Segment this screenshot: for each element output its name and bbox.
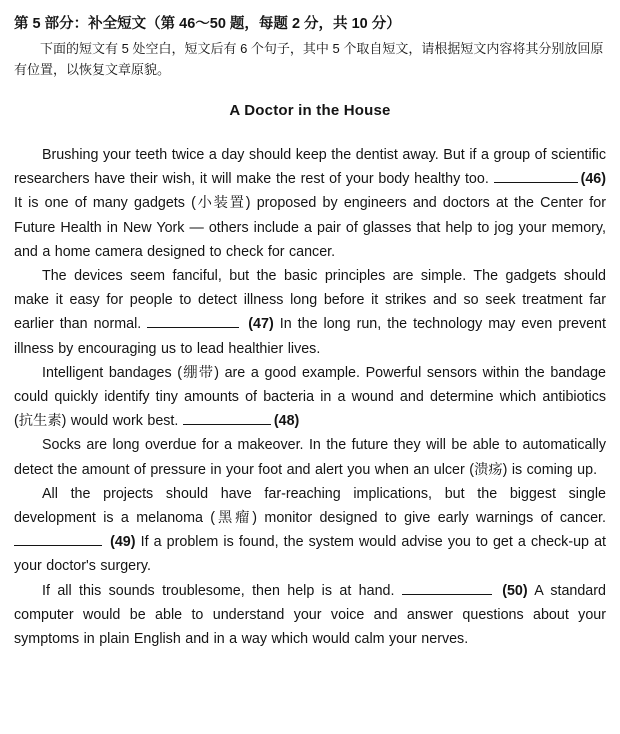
question-47: [147, 316, 273, 332]
paragraph-5-text-b: If a problem is found, the system would advise you to get a check-up at your doctor's surgery.: [14, 534, 606, 575]
paragraph-5-text-a: All the projects should have far-reaching implications, but the biggest single development is a melanoma (黑瘤) monitor designed to give early warnings of cancer.: [14, 485, 606, 527]
question-number-50: (50): [502, 582, 528, 599]
paragraph-4: [14, 433, 606, 481]
answer-blank-48[interactable]: [183, 411, 271, 425]
paragraph-6: [14, 579, 606, 652]
question-number-49: (49): [110, 534, 136, 551]
question-50: [402, 583, 528, 599]
section-instruction: 下面的短文有 5 处空白，短文后有 6 个句子，其中 5 个取自短文，请根据短文内容将其分别放回原有位置，以恢复文章原貌。: [14, 41, 604, 77]
answer-blank-47[interactable]: [147, 314, 239, 328]
paragraph-2: [14, 264, 606, 361]
answer-blank-46[interactable]: [494, 169, 578, 183]
question-number-48: (48): [273, 413, 300, 430]
paragraph-3: [14, 361, 606, 434]
section-heading: 第 5 部分：补全短文（第 46～50 题，每题 2 分，共 10 分）: [14, 16, 401, 32]
paragraph-1-text-a: Brushing your teeth twice a day should keep the dentist away. But if a group of scientific researchers have their wish, it will make the rest of your body healthy too.: [14, 147, 606, 188]
paragraph-5: [14, 482, 606, 579]
paragraph-6-text-b: A standard computer would be able to understand your voice and answer questions about your symptoms in plain English and in a way which would calm your nerves.: [14, 582, 606, 648]
paragraph-1-text-b: It is one of many gadgets (小装置) proposed by engineers and doctors at the Center for Future Health in New York — others include a pair of glasses that help to jog your memory, and a home camera designed to check for cancer.: [14, 195, 606, 260]
passage-body: [14, 143, 606, 651]
answer-blank-49[interactable]: [14, 532, 102, 546]
paragraph-2-text-a: The devices seem fanciful, but the basic principles are simple. The gadgets should make it easy for people to detect illness long before it strikes and so seek treatment far earlier than normal.: [14, 268, 606, 333]
question-48: [183, 413, 299, 429]
question-number-46: (46): [580, 171, 606, 188]
question-number-47: (47): [248, 316, 274, 333]
paragraph-3-text-a: Intelligent bandages (绷带) are a good example. Powerful sensors within the bandage could quickly identify tiny amounts of bacteria in a wound and determine which antibiotics (抗生素) would work best.: [14, 364, 606, 430]
paragraph-2-text-b: In the long run, the technology may even prevent illness by encouraging us to lead healthier lives.: [14, 316, 606, 357]
question-49: [14, 534, 136, 550]
paragraph-6-text-a: If all this sounds troublesome, then help is at hand.: [42, 582, 395, 599]
question-46: [494, 171, 606, 187]
passage-title: A Doctor in the House: [229, 102, 391, 119]
answer-blank-50[interactable]: [402, 581, 492, 595]
paragraph-1: [14, 143, 606, 264]
paragraph-4-text-a: Socks are long overdue for a makeover. In the future they will be able to automatically detect the amount of pressure in your foot and alert you when an ulcer (溃疡) is coming up.: [14, 437, 606, 478]
